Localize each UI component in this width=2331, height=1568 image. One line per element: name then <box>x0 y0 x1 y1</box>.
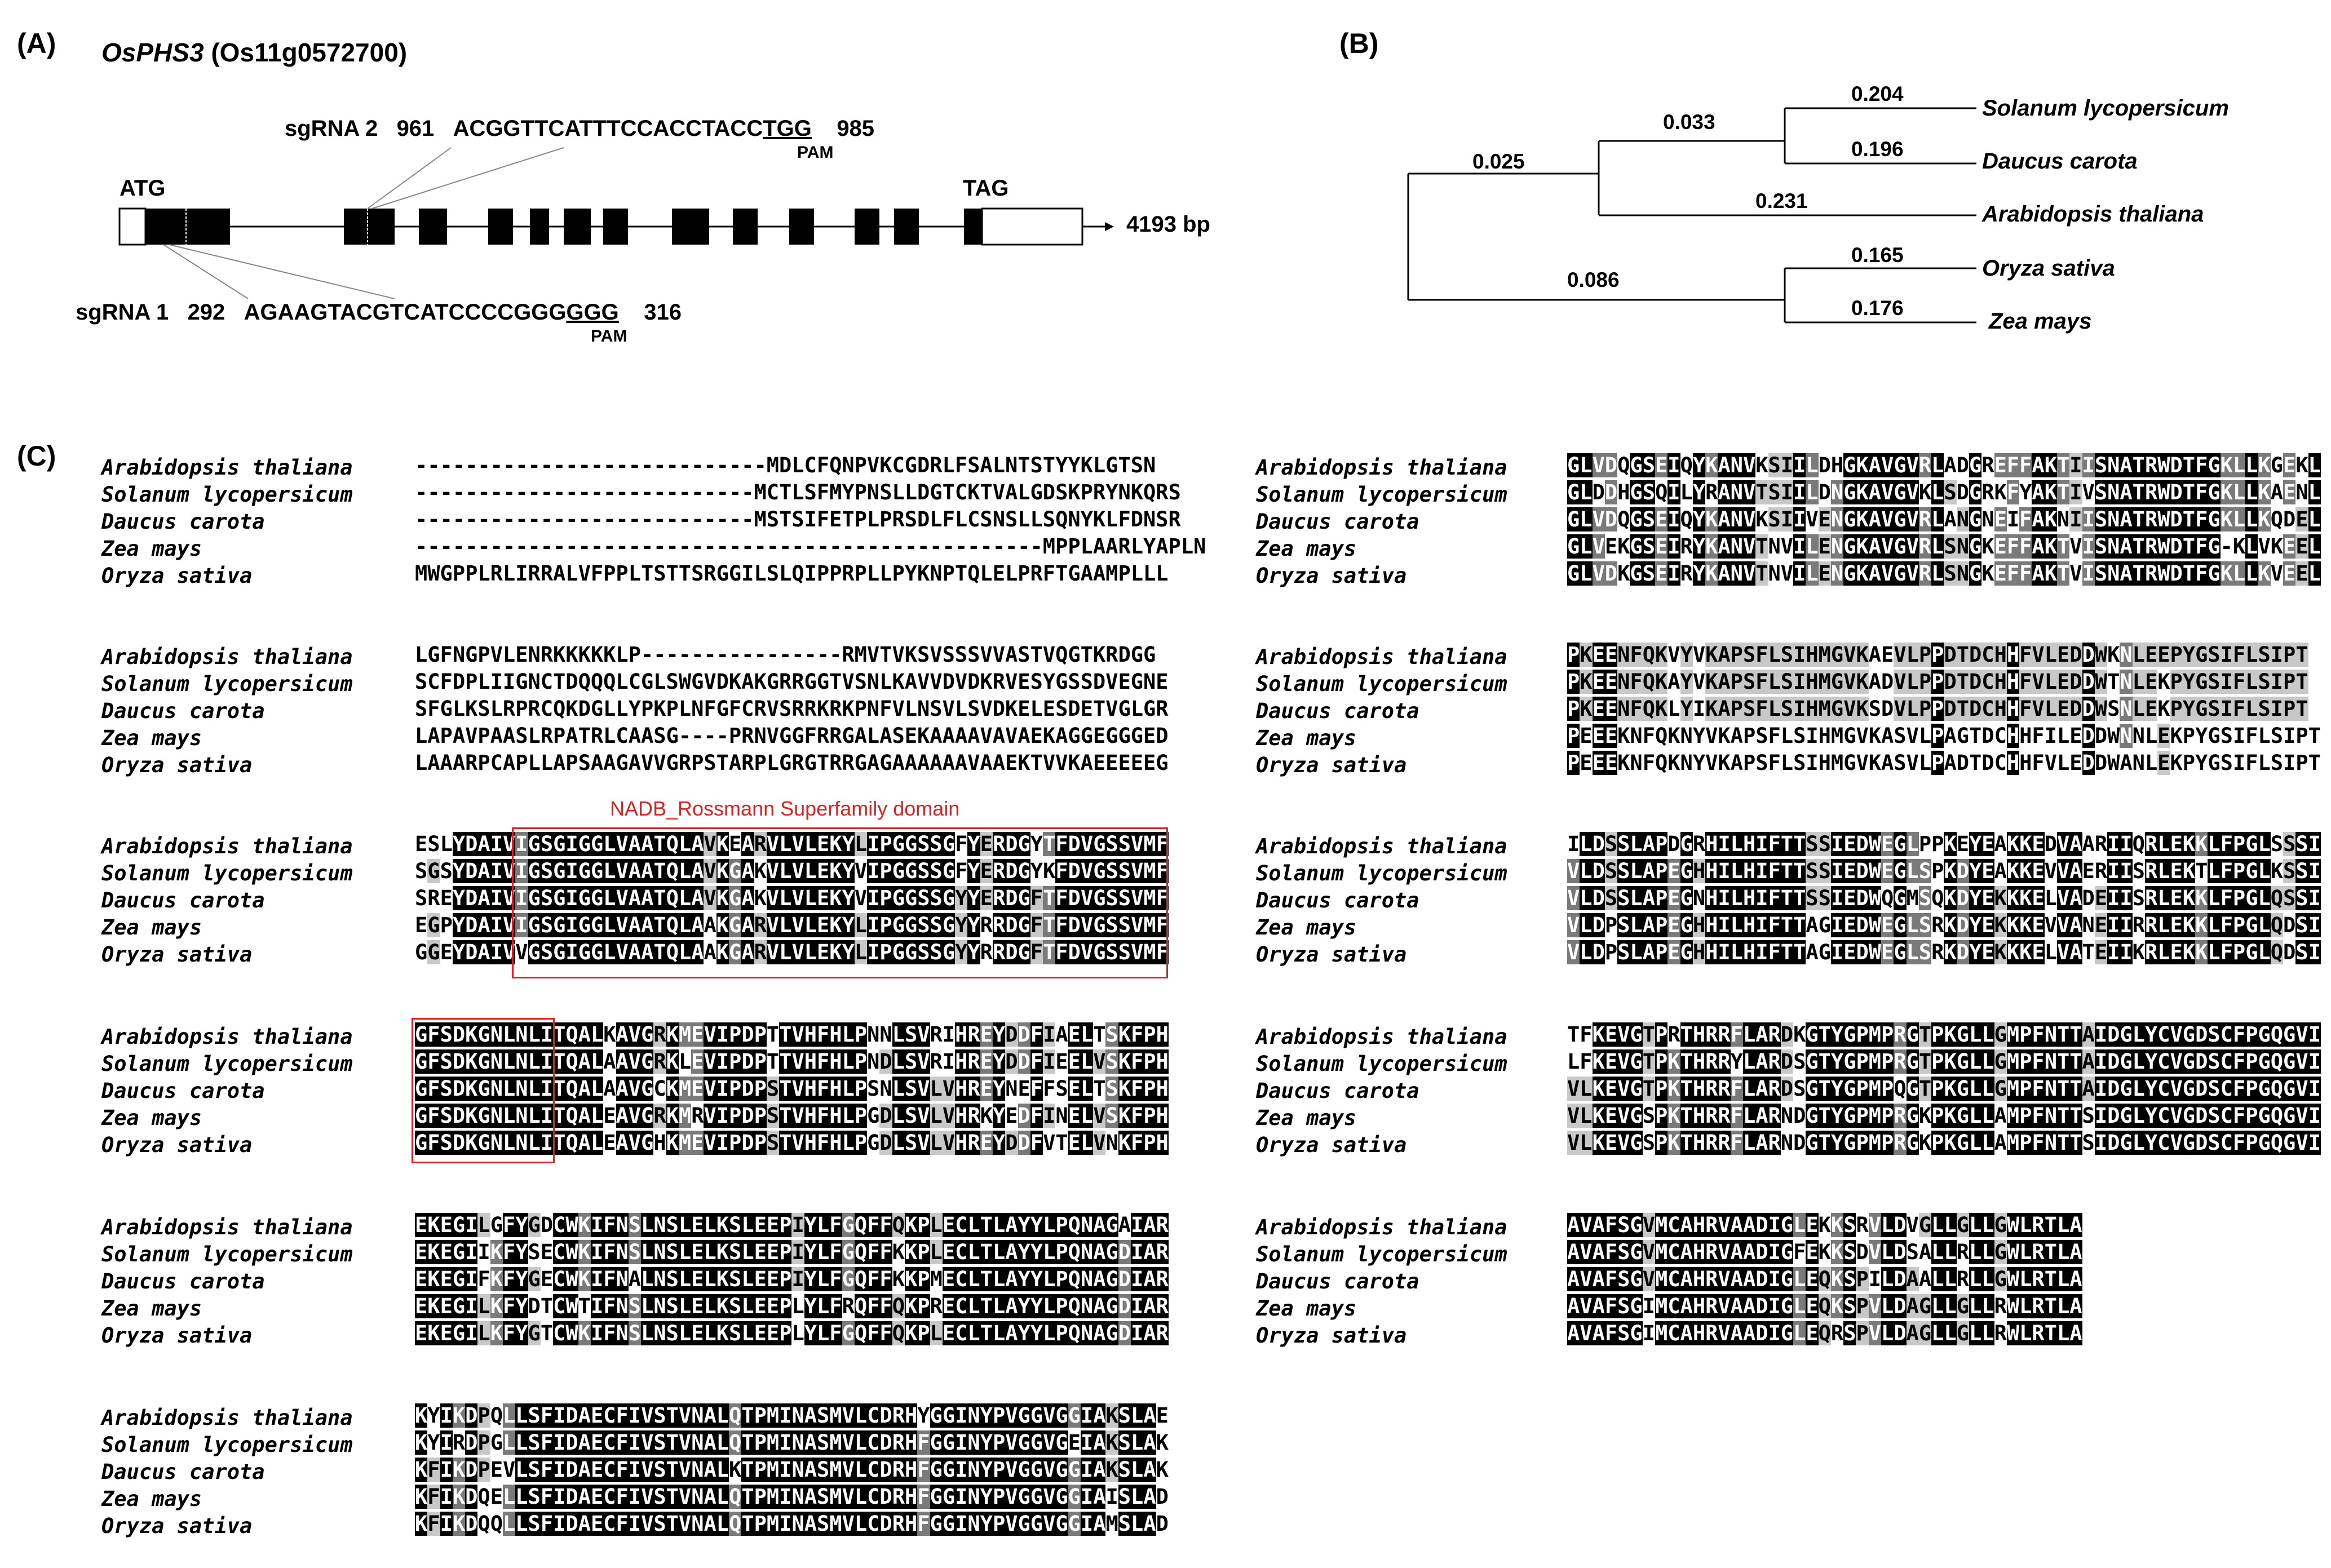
exon <box>603 209 628 245</box>
exon <box>672 209 709 245</box>
species-name: Oryza sativa <box>1256 1323 1407 1348</box>
species-name: Daucus carota <box>1256 1079 1419 1103</box>
species-name: Arabidopsis thaliana <box>101 1406 353 1430</box>
sequence-row: EKEGILGFYGDCWKIFNSLNSLELKSLEEPIYLFGQFFQKPLECLTLAYYLPQNAGAIAR <box>415 1213 1169 1237</box>
species-name: Arabidopsis thaliana <box>101 1215 353 1239</box>
sequence-row: GFSDKGNLNLITQALEAVGRKMRVIPDPSTVHFHLPGDLSVLVHRKYEDFINELVSKFPH <box>415 1104 1169 1128</box>
species-name: Oryza sativa <box>1256 753 1407 777</box>
species-name: Solanum lycopersicum <box>1256 1242 1507 1266</box>
exon <box>733 209 758 245</box>
branch-ory: 0.165 <box>1851 243 1904 267</box>
sequence-row: AVAFSGIMCAHRVAADIGLEQRSPVLDAGLLGLLRWLRTLA <box>1567 1321 2082 1345</box>
species-name: Zea mays <box>101 537 202 561</box>
exon <box>419 209 447 245</box>
branch-inner2: 0.025 <box>1472 150 1525 173</box>
sequence-row: AVAFSGIMCAHRVAADIGLEQKSPVLDAGLLGLLRWLRTLA <box>1567 1294 2082 1318</box>
sequence-row: GFSDKGNLNLITQALEAVGHKMEVIPDPSTVHFHLPGDLSVLVHREYDDFVTELVNKFPH <box>415 1131 1169 1155</box>
exon <box>789 209 814 245</box>
sequence-row: GLVDQGSEIQYKANVKSIIVENGKAVGVRLANGNEIFAKNIISNATRWDTFGKLLKQDEL <box>1567 507 2321 531</box>
tree-species-sol: Solanum lycopersicum <box>1982 96 2229 121</box>
sequence-row: KFIKDQELLSFIDAECFIVSTVNALQTPMINASMVLCDRHFGGINYPVGGVGGIAISLAD <box>415 1485 1169 1509</box>
branch-inner3: 0.086 <box>1567 268 1620 291</box>
panel-a-label: (A) <box>17 28 56 59</box>
tree-species-ory: Oryza sativa <box>1982 256 2115 281</box>
sequence-row: ----------------------------MDLCFQNPVKCGDRLFSALNTSTYYKLGTSN <box>415 453 1156 477</box>
tree-species-ara: Arabidopsis thaliana <box>1982 202 2204 227</box>
species-name: Daucus carota <box>101 699 265 723</box>
exon <box>488 209 513 245</box>
sequence-row: --------------------------------------------------MPPLAARLYAPLN <box>415 534 1206 559</box>
species-name: Zea mays <box>1256 1296 1357 1321</box>
sequence-row: MWGPPLRLIRRALVFPPLTSTTSRGGILSLQIPPRPLLPYKNPTQLELPRFTGAAMPLLL <box>415 561 1169 586</box>
tag-label: TAG <box>963 176 1009 201</box>
sequence-row: LAAARPCAPLLAPSAAGAVVGRPSTARPLGRGTRRGAGAAAAAAVAAEKTVVKAEEEEEG <box>415 751 1169 775</box>
gene-locus: (Os11g0572700) <box>211 38 408 67</box>
domain-label: NADB_Rossmann Superfamily domain <box>610 797 960 820</box>
sequence-row: GLVDQGSEIQYKANVKSIILDHGKAVGVRLADGREFFAKTIISNATRWDTFGKLLKGEKL <box>1567 453 2321 477</box>
species-name: Daucus carota <box>101 1079 265 1103</box>
exon <box>855 209 879 245</box>
exon <box>964 209 982 245</box>
sequence-row: PEEEKNFQKNYVKAPSFLSIHMGVKASVLPAGTDCHHFILEDDWNNLEKPYGSIFLSIPT <box>1567 724 2321 748</box>
species-name: Zea mays <box>101 1296 202 1321</box>
species-name: Solanum lycopersicum <box>101 1433 353 1457</box>
species-name: Daucus carota <box>101 1269 265 1294</box>
species-name: Daucus carota <box>1256 699 1419 723</box>
sgrna2-start: 961 <box>396 116 435 141</box>
species-name: Arabidopsis thaliana <box>1256 1025 1507 1049</box>
sequence-row: GFSDKGNLNLITQALAAVGRKLEVIPDPTTVHFHLPNDLSVRIHREYDDFIEELVSKFPH <box>415 1049 1169 1074</box>
species-name: Solanum lycopersicum <box>1256 861 1507 885</box>
species-name: Daucus carota <box>101 888 265 913</box>
sequence-row: LFKEVGTPKTHRRYLARDSGTYGPMPRGTPKGLLGMPFNTTAIDGLYCVGDSCFPGQGVI <box>1567 1049 2321 1074</box>
species-name: Zea mays <box>101 726 202 750</box>
sequence-row: SREYDAIVIGSGIGGLVAATQLAVKGAKVLVLEKYVIPGGSSGYYERDGFTFDVGSSVMF <box>415 886 1169 910</box>
panel-b-label: (B) <box>1339 28 1379 59</box>
sgrna1-pam-seq: GGG <box>566 300 619 325</box>
species-name: Solanum lycopersicum <box>101 1052 353 1076</box>
gene-length: 4193 bp <box>1126 212 1210 237</box>
sequence-row: ---------------------------MCTLSFMYPNSLLDGTCKTVALGDSKPRYNKQRS <box>415 480 1181 504</box>
sequence-row: ESLYDAIVIGSGIGGLVAATQLAVKEARVLVLEKYLIPGGSSGFYERDGYTFDVGSSVMF <box>415 832 1169 856</box>
sequence-row: GLDDHGSQILYRANVTSIILDNGKAVGVKLSDGRKFYAKTIVSNATRWDTFGKLLKAENL <box>1567 480 2321 504</box>
sequence-row: VLKEVGTPKTHRRFLARDSGTYGPMPQGTPKGLLGMPFNTTAIDGLYCVGDSCFPGQGVI <box>1567 1077 2321 1101</box>
branch-inner1: 0.033 <box>1663 110 1715 134</box>
tree-species-dau: Daucus carota <box>1982 149 2138 174</box>
sgrna2-leader <box>368 148 451 209</box>
sequence-row: GFSDKGNLNLITQALKAVGRKMEVIPDPTTVHFHLPNNLSVRIHREYDDFIAELTSKFPH <box>415 1022 1169 1047</box>
sequence-row: VLKEVGSPKTHRRFLARNDGTYGPMPRGKPKGLLAMPFNTTSIDGLYCVGDSCFPGQGVI <box>1567 1104 2321 1128</box>
sequence-row: EKEGILKFYGTCWKIFNSLNSLELKSLEEPLYLFGQFFQKPLECLTLAYYLPQNAGDIAR <box>415 1321 1169 1345</box>
sequence-row: KYIKDPQLLSFIDAECFIVSTVNALQTPMINASMVLCDRHYGGINYPVGGVGGIAKSLAE <box>415 1403 1169 1428</box>
tree-species-zea: Zea mays <box>1989 309 2092 334</box>
sequence-row: EKEGIIKFYSECWKIFNSLNSLELKSLEEPIYLFGQFFKKPLECLTLAYYLPQNAGDIAR <box>415 1240 1169 1264</box>
sequence-row: VLDPSLAPEGHHILHIFTTAGIEDWEGLSRKDYEKKKEVVANEIIRRLEKKLFPGLQDSI <box>1567 913 2321 937</box>
species-name: Oryza sativa <box>101 1514 253 1538</box>
exon <box>564 209 591 245</box>
sequence-row: LAPAVPAASLRPATRLCAASG----PRNVGGFRRGALASEKAAAAVAVAEKAGGEGGGED <box>415 724 1169 748</box>
species-name: Daucus carota <box>1256 510 1419 534</box>
branch-zea: 0.176 <box>1851 296 1904 320</box>
species-name: Arabidopsis thaliana <box>101 834 353 858</box>
atg-label: ATG <box>120 176 166 201</box>
sequence-row: GLVDKGSEIRYKANVTNVILENGKAVGVRLSNGKEFFAKTVISNATRWDTFGKLLKVEEL <box>1567 561 2321 586</box>
species-name: Zea mays <box>1256 1106 1357 1130</box>
sequence-row: PKEENFQKVYVKAPSFLSIHMGVKAEVLPPDTDCHHFVLEDDWKNLEEPYGSIFLSIPT <box>1567 643 2308 667</box>
species-name: Solanum lycopersicum <box>101 1242 353 1266</box>
species-name: Arabidopsis thaliana <box>1256 455 1507 480</box>
branch-ara: 0.231 <box>1755 189 1808 212</box>
species-name: Oryza sativa <box>101 564 253 588</box>
species-name: Arabidopsis thaliana <box>1256 645 1507 669</box>
sequence-row: LGFNGPVLENRKKKKKLP----------------RMVTVKSVSSSVVASTVQGTKRDGG <box>415 643 1156 667</box>
sgrna2-pam-label: PAM <box>797 143 834 162</box>
sequence-row: PKEENFQKAYVKAPSFLSIHMGVKADVLPPDTDCHHFVLEDDWTNLEKPYGSIFLSIPT <box>1567 670 2308 694</box>
species-name: Zea mays <box>101 1487 202 1511</box>
sgrna2-end: 985 <box>837 116 875 141</box>
sequence-row: KFIKDQQLLSFIDAECFIVSTVNALQTPMINASMVLCDRHFGGINYPVGGVGGIAMSLAD <box>415 1512 1169 1536</box>
sequence-row: SFGLKSLRPRCQKDGLLYPKPLNFGFCRVSRRKRKPNFVLNSVLSVDKELESDETVGLGR <box>415 697 1169 721</box>
species-name: Oryza sativa <box>101 1133 253 1157</box>
sequence-row: VLDSSLAPEGHHILHIFTTSSIEDWEGLSPKDYEAKKEVVAERIISRLEKTLFPGLKSSI <box>1567 859 2321 883</box>
sequence-row: TFKEVGTPRTHRRFLARDKGTYGPMPRGTPKGLLGMPFNTTAIDGLYCVGDSCFPGQGVI <box>1567 1022 2321 1047</box>
sequence-row: VLKEVGSPKTHRRFLARNDGTYGPMPRGKPKGLLAMPFNTTSIDGLYCVGDSCFPGQGVI <box>1567 1131 2321 1155</box>
species-name: Arabidopsis thaliana <box>101 455 353 480</box>
sequence-row: VLDPSLAPEGHHILHIFTTAGIEDWEGLSRKDYEKKKELVATEIIKRLEKKLFPGLQDSI <box>1567 940 2321 964</box>
sgrna2-seq: ACGGTTCATTTCCACCTACC <box>453 116 763 141</box>
sgrna2-name: sgRNA 2 <box>285 116 378 141</box>
exon <box>530 209 549 245</box>
species-name: Zea mays <box>1256 915 1357 940</box>
sgrna1-seq: AGAAGTACGTCATCCCCGGG <box>244 300 567 325</box>
species-name: Solanum lycopersicum <box>101 672 353 696</box>
sequence-row: AVAFSGVMCAHRVAADIGFEKKSDVLDSALLRLLGWLRTLA <box>1567 1240 2082 1264</box>
species-name: Zea mays <box>1256 726 1357 750</box>
species-name: Oryza sativa <box>101 1323 253 1348</box>
species-name: Solanum lycopersicum <box>101 482 353 507</box>
sequence-row: EKEGIFKFYGECWKIFNALNSLELKSLEEPIYLFGQFFKKPMECLTLAYYLPQNAGDIAR <box>415 1267 1169 1291</box>
domain-box-2 <box>412 1018 555 1163</box>
sequence-row: VLDSSLAPEGNHILHIFTTSSIEDWQGMSQKDYEKKKELVADEIISRLEKKLFPGLQSSI <box>1567 886 2321 910</box>
species-name: Arabidopsis thaliana <box>1256 834 1507 858</box>
sequence-row: KYIRDPGLLSFIDAECFIVSTVNALQTPMINASMVLCDRHFGGINYPVGGVGEIAKSLAK <box>415 1430 1169 1455</box>
species-name: Zea mays <box>1256 537 1357 561</box>
species-name: Daucus carota <box>1256 888 1419 913</box>
species-name: Solanum lycopersicum <box>1256 672 1507 696</box>
sgrna2-pam-seq: TGG <box>763 116 812 141</box>
species-name: Oryza sativa <box>101 753 253 777</box>
species-name: Daucus carota <box>101 510 265 534</box>
exon <box>344 209 395 245</box>
exon <box>894 209 919 245</box>
sgrna1-annotation <box>76 300 682 325</box>
species-name: Arabidopsis thaliana <box>101 1025 353 1049</box>
sequence-row: SGSYDAIVIGSGIGGLVAATQLAVKGAKVLVLEKYVIPGGSSGFYERDGYKFDVGSSVMF <box>415 859 1169 883</box>
branch-sol: 0.204 <box>1851 82 1904 105</box>
species-name: Zea mays <box>101 1106 202 1130</box>
sequence-row: KFIKDPEVLSFIDAECFIVSTVNALKTPMINASMVLCDRHFGGINYPVGGVGGIAKSLAK <box>415 1458 1169 1482</box>
sgrna1-name: sgRNA 1 <box>76 300 169 325</box>
species-name: Zea mays <box>101 915 202 940</box>
species-name: Arabidopsis thaliana <box>101 645 353 669</box>
species-name: Solanum lycopersicum <box>1256 1052 1507 1076</box>
sgrna1-pam-label: PAM <box>591 327 627 346</box>
species-name: Solanum lycopersicum <box>101 861 353 885</box>
species-name: Arabidopsis thaliana <box>1256 1215 1507 1239</box>
species-name: Solanum lycopersicum <box>1256 482 1507 507</box>
sequence-row: ILDSSLAPDGRHILHIFTTSSIEDWEGLPPKEYEAKKEDVAARIIQRLEKKLFPGLSSSI <box>1567 832 2321 856</box>
species-name: Oryza sativa <box>1256 942 1407 967</box>
sgrna2-annotation <box>285 116 874 141</box>
species-name: Oryza sativa <box>101 942 253 967</box>
sequence-row: ---------------------------MSTSIFETPLPRSDLFLCSNSLLSQNYKLFDNSR <box>415 507 1181 531</box>
species-name: Oryza sativa <box>1256 564 1407 588</box>
domain-box-1 <box>512 827 1168 978</box>
sequence-row: GFSDKGNLNLITQALAAVGCKMEVIPDPSTVHFHLPSNLSVLVHREYNEFFSELTSKFPH <box>415 1077 1169 1101</box>
sequence-row: GGEYDAIVVGSGIGGLVAATQLAAKGARVLVLEKYLIPGGSSGYYRRDGFTFDVGSSVMF <box>415 940 1169 964</box>
gene-name: OsPHS3 <box>101 38 204 67</box>
species-name: Daucus carota <box>1256 1269 1419 1294</box>
exon <box>145 209 230 245</box>
branch-dau: 0.196 <box>1851 138 1904 161</box>
sequence-row: EKEGILKFYDTCWTIFNSLNSLELKSLEEPLYLFRQFFQKPRECLTLAYYLPQNAGDIAR <box>415 1294 1169 1318</box>
sequence-row: AVAFSGVMCAHRVAADIGLEKKSRVLDVGLLGLLGWLRTLA <box>1567 1213 2082 1237</box>
utr-3 <box>982 209 1082 245</box>
panel-c-label: (C) <box>17 440 56 472</box>
sequence-row: EGPYDAIVIGSGIGGLVAATQLAAKGARVLVLEKYLIPGGSSGYYRRDGFTFDVGSSVMF <box>415 913 1169 937</box>
sequence-row: PEEEKNFQKNYVKAPSFLSIHMGVKASVLPADTDCHHFVLEDDWANLEKPYGSIFLSIPT <box>1567 751 2321 775</box>
sequence-row: AVAFSGVMCAHRVAADIGLEQKSPILDAALLRLLGWLRTLA <box>1567 1267 2082 1291</box>
sequence-row: SCFDPLIIGNCTDQQQLCGLSWGVDKAKGRRGGTVSNLKAVVDVDKRVESYGSSDVEGNE <box>415 670 1169 694</box>
utr-5 <box>120 209 145 245</box>
sgrna1-leader <box>163 245 248 299</box>
sgrna1-end: 316 <box>644 300 682 325</box>
sgrna1-start: 292 <box>187 300 225 325</box>
sequence-row: PKEENFQKLYIKAPSFLSIHMGVKSDVLPPDTDCHHFVLEDDWSNLEKPYGSIFLSIPT <box>1567 697 2308 721</box>
arrow-icon <box>1105 222 1114 231</box>
species-name: Daucus carota <box>101 1460 265 1484</box>
sequence-row: GLVEKGSEIRYKANVTNVILENGKAVGVRLSNGKEFFAKTVISNATRWDTFG-KLVKEEL <box>1567 534 2321 559</box>
species-name: Oryza sativa <box>1256 1133 1407 1157</box>
